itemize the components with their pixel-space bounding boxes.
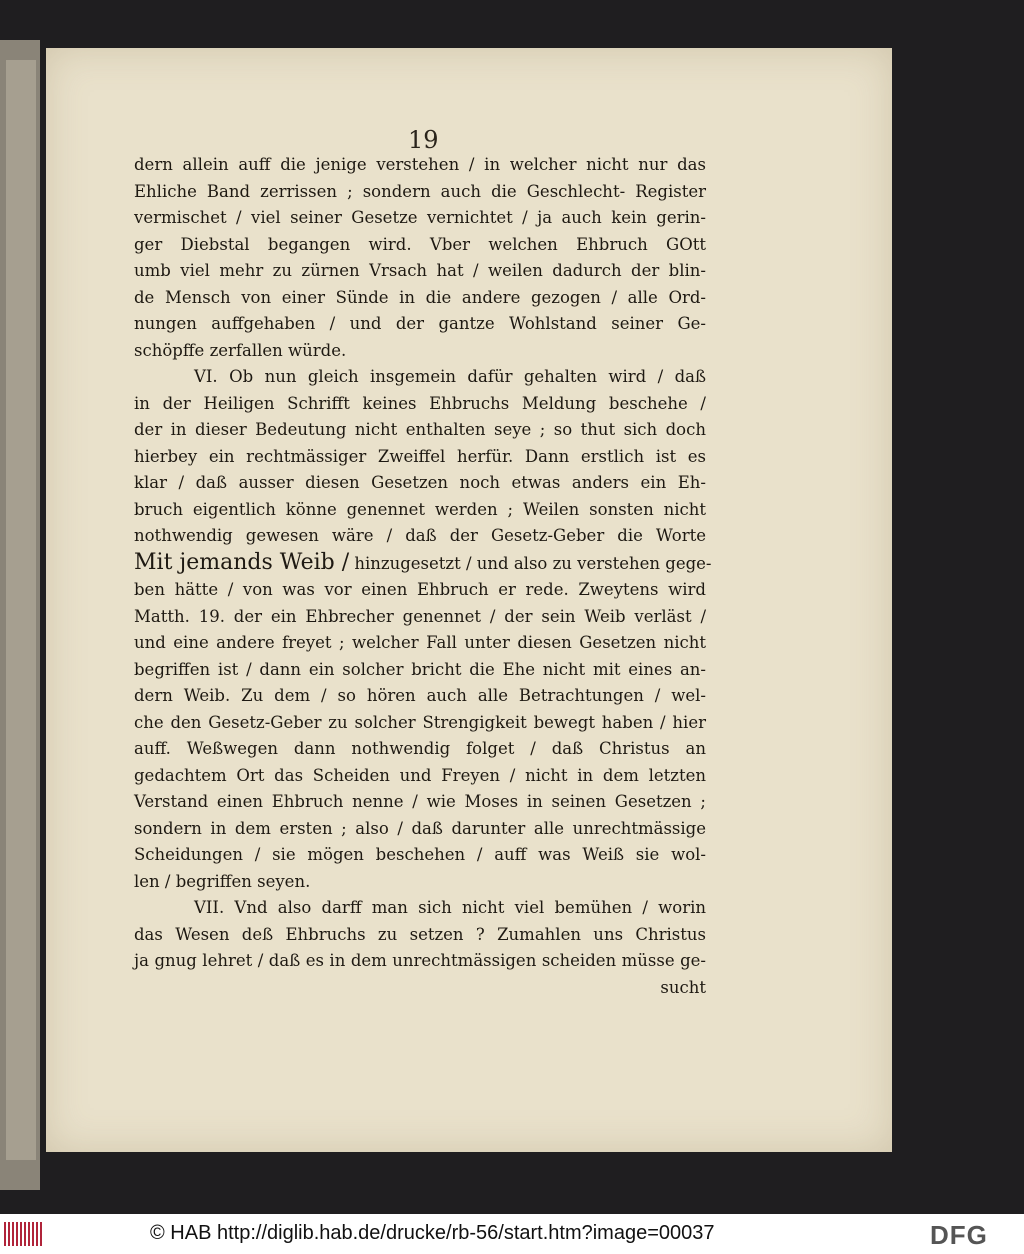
section-vi-start: VI. Ob nun gleich insgemein dafür gehalten wird / daß [194,367,706,386]
text-line: che den Gesetz-Geber zu solcher Strengigkeit bewegt haben / hier [134,712,706,732]
text-line: auff. Weßwegen dann nothwendig folget / daß Christus an [134,739,706,758]
text-line: len / begriffen seyen. [134,871,311,891]
text-line: Matth. 19. der ein Ehbrecher genennet / der sein Weib verläst / [134,606,706,626]
spine-shadow [6,60,36,1160]
dfg-logo: DFG [930,1220,988,1250]
text-line: bruch eigentlich könne genennet werden ; Weilen sonsten nicht [134,499,706,519]
text-line: umb viel mehr zu zürnen Vrsach hat / weilen dadurch der blin- [134,261,706,280]
text-line: nothwendig gewesen wäre / daß der Gesetz-Geber die Worte [134,526,706,545]
text-line: der in dieser Bedeutung nicht enthalten seye ; so thut sich doch [134,420,706,439]
text-line: in der Heiligen Schrifft keines Ehbruchs Meldung beschehe / [134,393,706,413]
text-line: ger Diebstal begangen wird. Vber welchen Ehbruch GOtt [134,234,706,254]
text-line: Scheidungen / sie mögen beschehen / auff was Weiß sie wol- [134,845,706,864]
text-line: und eine andere freyet ; welcher Fall unter diesen Gesetzen nicht [134,633,706,652]
text-line: begriffen ist / dann ein solcher bricht die Ehe nicht mit eines an- [134,659,706,679]
footer-bar [0,1214,1024,1254]
text-line: hierbey ein rechtmässiger Zweiffel herfür. Dann erstlich ist es [134,446,706,466]
text-line: Ehliche Band zerrissen ; sondern auch die Geschlecht- Register [134,181,706,201]
text-line: dern allein auff die jenige verstehen / in welcher nicht nur das [134,155,706,174]
book-page [46,48,892,1152]
text-line: de Mensch von einer Sünde in die andere gezogen / alle Ord- [134,287,706,307]
section-vii-start: VII. Vnd also darff man sich nicht viel bemühen / worin [194,898,706,917]
page-number: 19 [408,126,439,154]
text-line: nungen auffgehaben / und der gantze Wohlstand seiner Ge- [134,314,706,333]
catchword: sucht [660,977,706,997]
text-line: vermischet / viel seiner Gesetze vernichtet / ja auch kein gerin- [134,208,706,227]
page-text [134,152,712,1001]
text-line: Verstand einen Ehbruch nenne / wie Moses in seinen Gesetzen ; [134,792,706,811]
text-line: gedachtem Ort das Scheiden und Freyen / nicht in dem letzten [134,765,706,785]
text-line: klar / daß ausser diesen Gesetzen noch etwas anders ein Eh- [134,473,706,492]
emphasis-phrase: Mit jemands Weib / [134,549,350,575]
adjacent-page-edge [0,40,40,1190]
text-line-emphasis [134,549,712,578]
text-line: ben hätte / von was vor einen Ehbruch er rede. Zweytens wird [134,580,706,599]
text-line: ja gnug lehret / daß es in dem unrechtmässigen scheiden müsse ge- [134,951,706,970]
text-line: schöpffe zerfallen würde. [134,340,347,360]
text-line: sondern in dem ersten ; also / daß darunter alle unrechtmässige [134,818,706,838]
source-credit: © HAB http://diglib.hab.de/drucke/rb-56/start.htm?image=00037 [150,1222,715,1244]
text-line-rest: hinzugesetzt / und also zu verstehen gege- [354,553,712,573]
hab-logo-icon [4,1222,44,1246]
text-line: dern Weib. Zu dem / so hören auch alle Betrachtungen / wel- [134,686,706,705]
text-line: das Wesen deß Ehbruchs zu setzen ? Zumahlen uns Christus [134,924,706,944]
